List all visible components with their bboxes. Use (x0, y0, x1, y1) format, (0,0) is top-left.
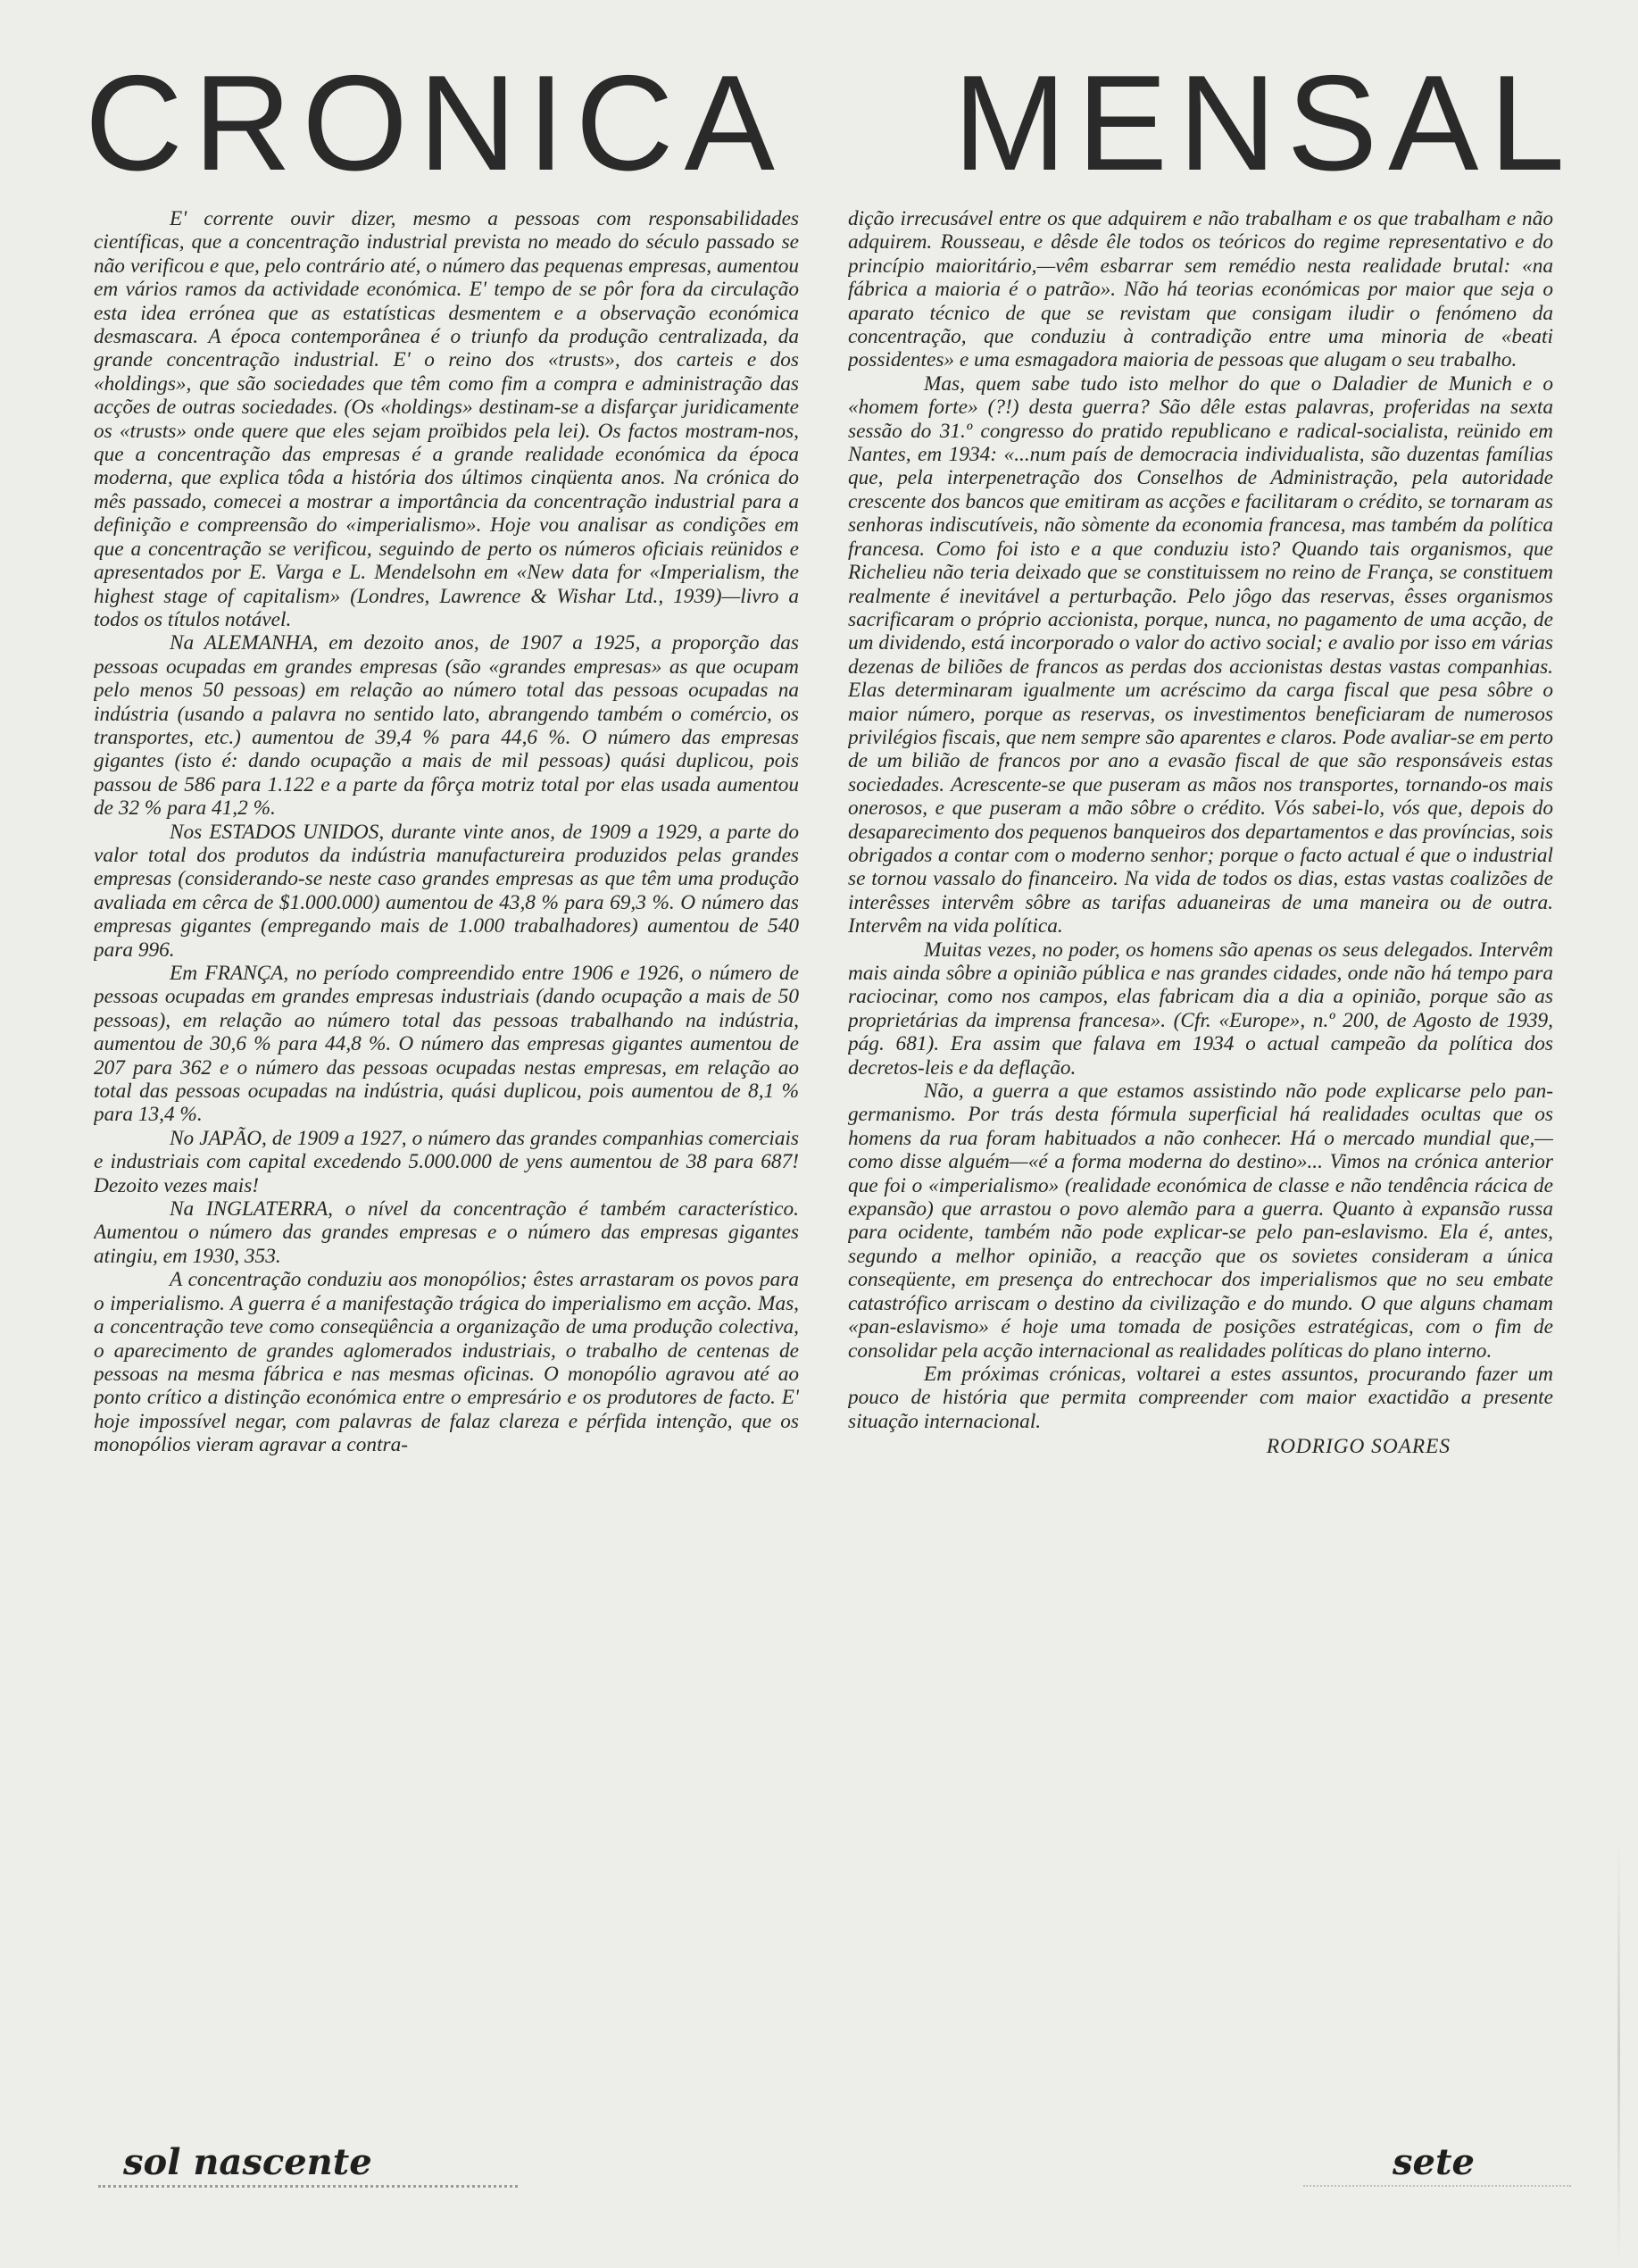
paragraph: A concentração conduziu aos monopólios; êstes arrastaram os povos para o imperialismo. A guerra é a manifestação trágica do imperialismo em acção. Mas, a concentração teve como conseqüência a organização de uma produção colectiva, o aparecimento de grandes aglomerados industriais, o trabalho de centenas de pessoas na mesma fábrica e nas mesmas oficinas. O monopólio agravou até ao ponto crítico a distinção económica entre o empresário e os produtores de facto. E' hoje impossível negar, com palavras de falaz clareza e pérfida intenção, que os monopólios vieram agravar a contra- (94, 1268, 799, 1457)
page-number: sete (1393, 2141, 1475, 2183)
footer-rule-left (98, 2185, 518, 2191)
paragraph: dição irrecusável entre os que adquirem e não trabalham e os que trabalham e não adquirem. Rousseau, e dêsde êle todos os teóricos do regime representativo e do princípio maioritário,—vêm esbarrar sem remédio nesta realidade brutal: «na fábrica a maioria é o patrão». Não há teorias económicas por maior que seja o aparato técnico de que se revistam que consigam iludir o fenómeno da concentração, que conduziu à contradição entre uma minoria de «beati possidentes» e uma esmagadora maioria de pessoas que alugam o seu trabalho. (848, 207, 1553, 372)
title-word-cronica: CRONICA (85, 47, 786, 199)
paragraph: Muitas vezes, no poder, os homens são apenas os seus delegados. Intervêm mais ainda sôbre a opinião pública e nas grandes cidades, onde não há tempo para raciocinar, como nos campos, elas fabricam dia a dia a opinião, porque são as proprietárias da imprensa francesa». (Cfr. «Europe», n.º 200, de Agosto de 1939, pág. 681). Era assim que falava em 1934 o actual campeão da política dos decretos-leis e da deflação. (848, 938, 1553, 1080)
paragraph: Nos ESTADOS UNIDOS, durante vinte anos, de 1909 a 1929, a parte do valor total dos produtos da indústria manufactureira produzidos pelas grandes empresas (considerando-se neste caso grandes empresas as que têm uma produção avaliada em cêrca de $1.000.000) aumentou de 43,8 % para 69,3 %. O número das empresas gigantes (empregando mais de 1.000 trabalhadores) aumentou de 540 para 996. (94, 820, 799, 962)
left-column (94, 207, 799, 1930)
page-edge-shadow (1617, 1839, 1620, 2268)
paragraph: Em FRANÇA, no período compreendido entre 1906 e 1926, o número de pessoas ocupadas em grandes empresas industriais (dando ocupação a mais de 50 pessoas), em relação ao número total das pessoas trabalhando na indústria, aumentou de 30,6 % para 44,8 %. O número das empresas gigantes aumentou de 207 para 362 e o número das pessoas ocupadas nestas empresas, em relação ao total das pessoas ocupadas na indústria, quási duplicou, pois aumentou de 8,1 % para 13,4 %. (94, 962, 799, 1127)
paragraph: Mas, quem sabe tudo isto melhor do que o Daladier de Munich e o «homem forte» (?!) desta guerra? São dêle estas palavras, proferidas na sexta sessão do 31.º congresso do pratido republicano e radical-socialista, reünido em Nantes, em 1934: «...num país de democracia individualista, são duzentas famílias que, pela interpenetração dos Conselhos de Administração, pela autoridade crescente dos bancos que emitiram as acções e facilitaram o crédito, se tornaram as senhoras indiscutíveis, não sòmente da economia francesa, mas também da política francesa. Como foi isto e a que conduziu isto? Quando tais organismos, que Richelieu não teria deixado que se constituissem no reino de França, se constituem realmente é inevitável a perturbação. Pelo jôgo das reservas, êsses organismos sacrificaram o próprio accionista, porque, nunca, no pagamento de uma acção, de um dividendo, está incorporado o valor do activo social; e avalio por isso em várias dezenas de biliões de francos as perdas dos accionistas destas vastas companhias. Elas determinaram igualmente um acréscimo da carga fiscal que pesa sôbre o maior número, porque as reservas, os investimentos beneficiaram de numerosos privilégios fiscais, que nem sempre são aparentes e claros. Pode avaliar-se em perto de um bilião de francos por ano a evasão fiscal de que são responsáveis estas sociedades. Acrescente-se que puseram as mãos nos transportes, tornando-os mais onerosos, e que puseram a mão sôbre o crédito. Vós sabei-lo, vós que, depois do desaparecimento dos pequenos banqueiros dos departamentos e das províncias, sois obrigados a contar com o moderno senhor; porque o facto actual é que o industrial se tornou vassalo do financeiro. Na vida de todos os dias, estas vastas coalizões de interêsses intervêm sôbre as tarifas aduaneiras de uma maneira ou de outra. Intervêm na vida política. (848, 371, 1553, 938)
paragraph: Não, a guerra a que estamos assistindo não pode explicarse pelo pan-germanismo. Por trás desta fórmula superficial há realidades ocultas que os homens da rua foram habituados a não conhecer. Há o mercado mundial que,—como disse alguém—«é a forma moderna do destino»... Vimos na crónica anterior que foi o «imperialismo» (realidade económica de classe e não tendência rácica de expansão) que arrastou o povo alemão para a guerra. Quanto à expansão russa para ocidente, também não pode explicar-se pelo pan-eslavismo. Ela é, antes, segundo a melhor opinião, a reacção que os sovietes consideram a única conseqüente, em presença do entrechocar dos imperialismos que no seu embate catastrófico arriscam o destino da civilização e do mundo. O que alguns chamam «pan-eslavismo» é hoje uma tomada de posições estratégicas, com o fim de consolidar pela acção internacional as realidades políticas do plano interno. (848, 1080, 1553, 1363)
right-column (848, 207, 1553, 1930)
page-title (85, 47, 1576, 199)
magazine-name: sol nascente (123, 2141, 372, 2183)
footer-rule-right (1303, 2185, 1571, 2190)
paragraph: Na INGLATERRA, o nível da concentração é também característico. Aumentou o número das grandes empresas e o número das empresas gigantes atingiu, em 1930, 353. (94, 1197, 799, 1268)
title-word-mensal: MENSAL (952, 47, 1576, 199)
paragraph: Na ALEMANHA, em dezoito anos, de 1907 a 1925, a proporção das pessoas ocupadas em grandes empresas (são «grandes empresas» as que ocupam pelo menos 50 pessoas) em relação ao número total das pessoas ocupadas na indústria (usando a palavra no sentido lato, abrangendo também o comércio, os transportes, etc.) aumentou de 39,4 % para 44,6 %. O número das empresas gigantes (isto é: dando ocupação a mais de mil pessoas) quási duplicou, pois passou de 586 para 1.122 e a parte da fôrça motriz total por elas usada aumentou de 32 % para 41,2 %. (94, 631, 799, 821)
paragraph: No JAPÃO, de 1909 a 1927, o número das grandes companhias comerciais e industriais com capital excedendo 5.000.000 de yens aumentou de 38 para 687! Dezoito vezes mais! (94, 1126, 799, 1197)
author-signature: RODRIGO SOARES (1266, 1435, 1451, 1459)
paragraph: E' corrente ouvir dizer, mesmo a pessoas com responsabilidades científicas, que a concentração industrial prevista no meado do século passado se não verificou e que, pelo contrário até, o número das pequenas empresas, aumentou em vários ramos da actividade económica. E' tempo de se pôr fora da circulação esta idea errónea que as estatísticas desmentem e a observação económica desmascara. A época contemporânea é o triunfo da produção centralizada, da grande concentração industrial. E' o reino dos «trusts», dos carteis e dos «holdings», que são sociedades que têm como fim a compra e administração das acções de outras sociedades. (Os «holdings» destinam-se a disfarçar juridicamente os «trusts» onde quere que eles sejam proïbidos pela lei). Os factos mostram-nos, que a concentração das empresas é a grande realidade económica da época moderna, que explica tôda a história dos últimos cinqüenta anos. Na crónica do mês passado, comecei a mostrar a importância da concentração industrial para a definição e compreensão do «imperialismo». Hoje vou analisar as condições em que a concentração se verificou, seguindo de perto os números oficiais reünidos e apresentados por E. Varga e L. Mendelsohn em «New data for «Imperialism, the highest stage of capitalism» (Londres, Lawrence & Wishar Ltd., 1939)—livro a todos os títulos notável. (94, 207, 799, 631)
paragraph: Em próximas crónicas, voltarei a estes assuntos, procurando fazer um pouco de história que permita compreender com maior exactidão a presente situação internacional. (848, 1362, 1553, 1433)
